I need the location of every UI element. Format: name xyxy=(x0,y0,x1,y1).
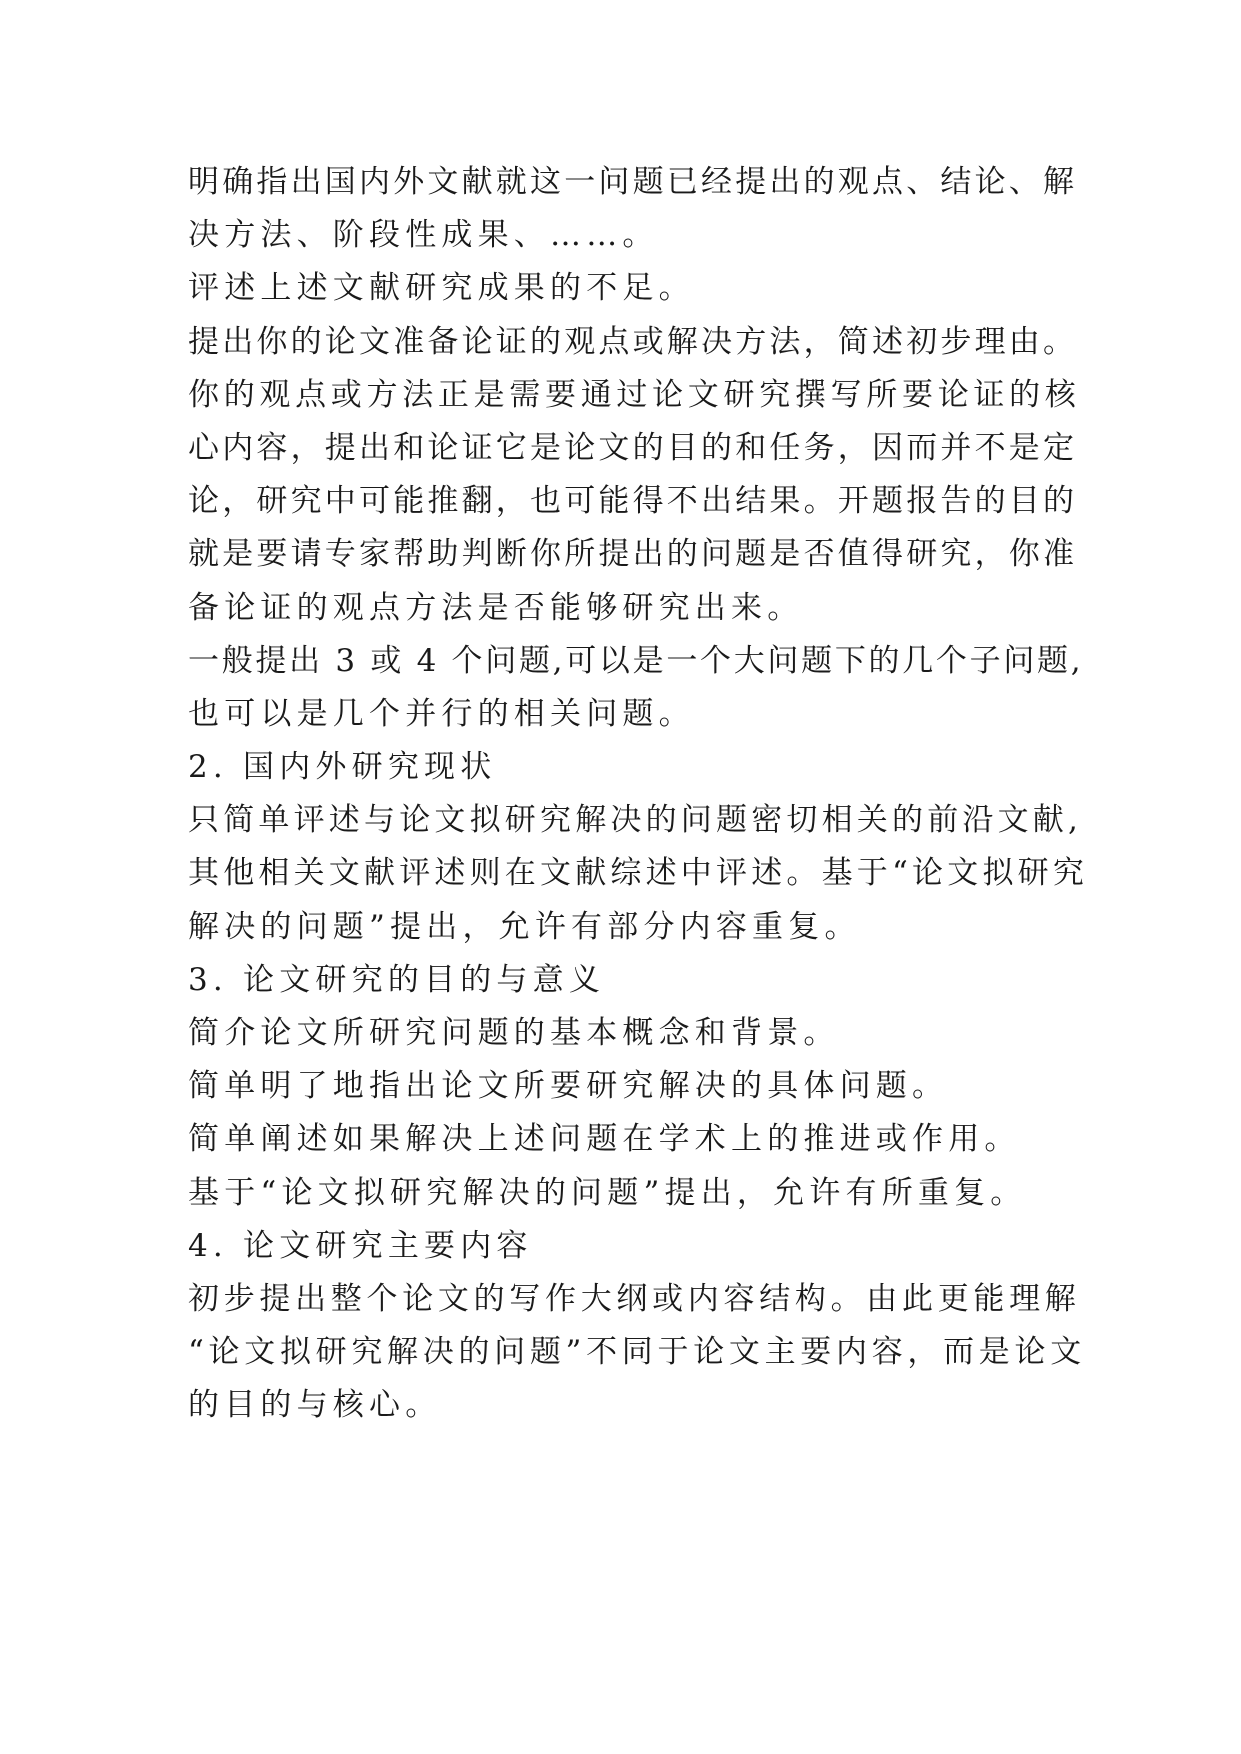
paragraph-line: 一般提出 3 或 4 个问题,可以是一个大问题下的几个子问题, xyxy=(188,642,1084,679)
paragraph-line: 的目的与核心。 xyxy=(188,1387,442,1424)
paragraph-line: 只简单评述与论文拟研究解决的问题密切相关的前沿文献, xyxy=(188,802,1083,839)
paragraph-line: 简单阐述如果解决上述问题在学术上的推进或作用。 xyxy=(188,1121,1021,1158)
paragraph-line: 备论证的观点方法是否能够研究出来。 xyxy=(188,589,804,626)
paragraph-line: 评述上述文献研究成果的不足。 xyxy=(188,270,695,307)
paragraph-line: 基于“论文拟研究解决的问题”提出，允许有所重复。 xyxy=(188,1174,1027,1211)
paragraph-line: 明确指出国内外文献就这一问题已经提出的观点、结论、解 xyxy=(188,164,1078,200)
paragraph-line: 初步提出整个论文的写作大纲或内容结构。由此更能理解 xyxy=(188,1280,1081,1317)
document-body xyxy=(188,156,1088,1433)
paragraph-line: 解决的问题”提出，允许有部分内容重复。 xyxy=(188,908,861,945)
paragraph-line: 论，研究中可能推翻，也可能得不出结果。开题报告的目的 xyxy=(188,483,1078,520)
paragraph-line: 就是要请专家帮助判断你所提出的问题是否值得研究，你准 xyxy=(188,536,1078,573)
section-heading: 2. 国内外研究现状 xyxy=(188,749,497,786)
paragraph-line: 提出你的论文准备论证的观点或解决方法，简述初步理由。 xyxy=(188,323,1078,360)
paragraph-line: 简介论文所研究问题的基本概念和背景。 xyxy=(188,1015,840,1051)
paragraph-line: 决方法、阶段性成果、……。 xyxy=(188,217,659,254)
paragraph-line: 其他相关文献评述则在文献综述中评述。基于“论文拟研究 xyxy=(188,855,1089,892)
paragraph-line: 心内容，提出和论证它是论文的目的和任务，因而并不是定 xyxy=(188,429,1078,466)
section-heading: 4. 论文研究主要内容 xyxy=(188,1227,533,1264)
section-heading: 3. 论文研究的目的与意义 xyxy=(188,961,606,998)
paragraph-line: 简单明了地指出论文所要研究解决的具体问题。 xyxy=(188,1068,949,1105)
paragraph-line: 也可以是几个并行的相关问题。 xyxy=(188,695,695,732)
paragraph-line: 你的观点或方法正是需要通过论文研究撰写所要论证的核 xyxy=(188,376,1081,413)
paragraph-line: “论文拟研究解决的问题”不同于论文主要内容，而是论文 xyxy=(188,1334,1086,1371)
